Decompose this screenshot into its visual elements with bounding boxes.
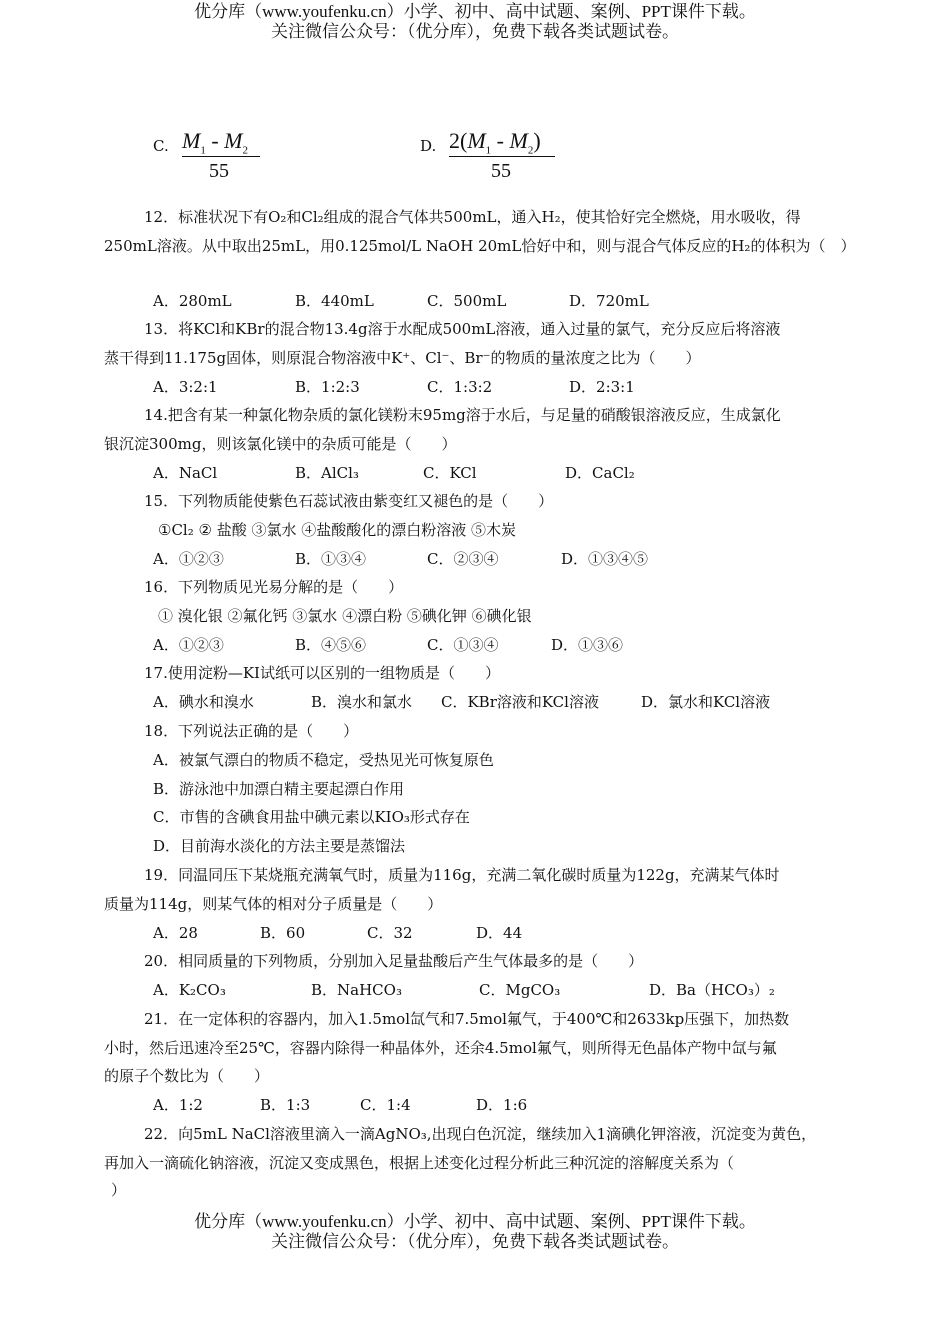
q11-c-m1: M xyxy=(182,128,201,153)
q12-option-b: B．440mL xyxy=(295,292,374,310)
q21-line-2: 小时，然后迅速冷至25℃，容器内除得一种晶体外，还余4.5mol氟气，则所得无色晶体产物中氙与氟 xyxy=(104,1039,777,1057)
q11-c-sub2: 2 xyxy=(242,144,248,157)
q11-d-fraction-bar xyxy=(449,156,555,157)
q17-option-a: A．碘水和溴水 xyxy=(153,693,254,711)
q11-d-close: ) xyxy=(533,128,541,153)
q12-option-a: A．280mL xyxy=(153,292,232,310)
q11-c-minus: - xyxy=(205,128,225,153)
q19-option-d: D．44 xyxy=(476,924,523,942)
q16-items: ① 溴化银 ②氟化钙 ③氯水 ④漂白粉 ⑤碘化钾 ⑥碘化银 xyxy=(158,607,532,625)
q21-line-3: 的原子个数比为（ ） xyxy=(104,1067,270,1085)
q11-option-c-fraction xyxy=(182,128,262,184)
q16-stem: 16．下列物质见光易分解的是（ ） xyxy=(144,578,404,596)
q15-option-b: B．①③④ xyxy=(295,550,367,568)
footer-line-1: 优分库（www.youfenku.cn）小学、初中、高中试题、案例、PPT课件下载。 xyxy=(194,1212,756,1231)
q13-option-b: B．1:2:3 xyxy=(295,378,360,396)
q17-option-b: B．溴水和氯水 xyxy=(311,693,413,711)
q11-option-d-fraction xyxy=(449,128,559,184)
q13-option-c: C．1:3:2 xyxy=(427,378,493,396)
q17-stem: 17.使用淀粉—KI试纸可以区别的一组物质是（ ） xyxy=(144,664,500,682)
q19-options xyxy=(153,923,522,943)
q14-options xyxy=(153,463,635,483)
q21-option-b: B．1:3 xyxy=(260,1096,311,1114)
q12-stem: 12．标准状况下有O₂和Cl₂组成的混合气体共500mL，通入H₂，使其恰好完全燃烧，用水吸收，得250mL溶液。从中取出25mL，用0.125mol/L NaOH 20mL恰好中和，则与混合气体反应的H₂的体积为（ ） xyxy=(104,208,856,255)
q15-option-a: A．①②③ xyxy=(153,550,224,568)
q16-option-c: C．①③④ xyxy=(427,636,499,654)
q15-items: ①Cl₂ ② 盐酸 ③氯水 ④盐酸酸化的漂白粉溶液 ⑤木炭 xyxy=(158,521,517,539)
q12-option-d: D．720mL xyxy=(569,292,649,310)
q15-stem: 15．下列物质能使紫色石蕊试液由紫变红又褪色的是（ ） xyxy=(144,492,554,510)
q14-line-1: 14.把含有某一种氯化物杂质的氯化镁粉末95mg溶于水后，与足量的硝酸银溶液反应，生成氯化 xyxy=(144,406,781,424)
q11-d-sub2: 2 xyxy=(527,144,534,157)
q11-option-c-label: C. xyxy=(153,137,169,155)
q15-option-c: C．②③④ xyxy=(427,550,499,568)
q18-option-c: C．市售的含碘食用盐中碘元素以KIO₃形式存在 xyxy=(153,808,470,826)
q11-c-m2: M xyxy=(224,128,243,153)
q18-option-a: A．被氯气漂白的物质不稳定，受热见光可恢复原色 xyxy=(153,751,494,769)
q20-stem: 20．相同质量的下列物质，分别加入足量盐酸后产生气体最多的是（ ） xyxy=(144,952,644,970)
header-line-1: 优分库（www.youfenku.cn）小学、初中、高中试题、案例、PPT课件下载。 xyxy=(194,2,756,21)
q15-option-d: D．①③④⑤ xyxy=(561,550,649,568)
q11-c-fraction-bar xyxy=(182,156,260,157)
q20-option-c: C．MgCO₃ xyxy=(479,981,561,999)
q21-option-d: D．1:6 xyxy=(476,1096,528,1114)
q15-options xyxy=(153,549,648,569)
q21-option-c: C．1:4 xyxy=(360,1096,411,1114)
q16-option-a: A．①②③ xyxy=(153,636,224,654)
q17-options xyxy=(153,692,770,712)
q21-option-a: A．1:2 xyxy=(153,1096,203,1114)
q16-options xyxy=(153,635,623,655)
q22-line-1: 22．向5mL NaCl溶液里滴入一滴AgNO₃,出现白色沉淀，继续加入1滴碘化钾溶液，沉淀变为黄色， xyxy=(144,1125,817,1143)
q11-d-minus: - xyxy=(491,128,510,153)
q13-option-d: D．2:3:1 xyxy=(569,378,635,396)
q18-option-b: B．游泳池中加漂白精主要起漂白作用 xyxy=(153,780,405,798)
q14-option-c: C．KCl xyxy=(423,464,477,482)
q17-option-c: C．KBr溶液和KCl溶液 xyxy=(441,693,599,711)
q12-options xyxy=(153,291,649,311)
q13-line-2: 蒸干得到11.175g固体，则原混合物溶液中K⁺、Cl⁻、Br⁻的物质的量浓度之比为（ ） xyxy=(104,349,701,367)
footer-line-2: 关注微信公众号：（优分库），免费下载各类试题试卷。 xyxy=(271,1232,679,1251)
q20-option-a: A．K₂CO₃ xyxy=(153,981,226,999)
q20-option-d: D．Ba（HCO₃）₂ xyxy=(649,981,775,999)
q19-option-b: B．60 xyxy=(260,924,306,942)
q21-options xyxy=(153,1095,527,1115)
q11-d-sub1: 1 xyxy=(485,144,492,157)
q16-option-d: D．①③⑥ xyxy=(551,636,624,654)
q19-option-c: C．32 xyxy=(367,924,413,942)
q18-option-d: D．目前海水淡化的方法主要是蒸馏法 xyxy=(153,837,406,855)
q19-line-2: 质量为114g，则某气体的相对分子质量是（ ） xyxy=(104,895,443,913)
q14-option-a: A．NaCl xyxy=(153,464,218,482)
q11-c-denominator: 55 xyxy=(209,160,229,182)
q22-line-3: ） xyxy=(111,1181,127,1199)
q20-option-b: B．NaHCO₃ xyxy=(311,981,402,999)
q11-d-m1: M xyxy=(467,128,486,153)
q20-options xyxy=(153,980,775,1000)
header-line-2: 关注微信公众号：（优分库），免费下载各类试题试卷。 xyxy=(271,22,679,41)
q16-option-b: B．④⑤⑥ xyxy=(295,636,367,654)
q11-d-denominator: 55 xyxy=(491,160,511,182)
q14-line-2: 银沉淀300mg，则该氯化镁中的杂质可能是（ ） xyxy=(104,435,457,453)
q22-line-2: 再加入一滴硫化钠溶液，沉淀又变成黑色，根据上述变化过程分析此三种沉淀的溶解度关系为（ xyxy=(104,1154,735,1172)
q21-line-1: 21．在一定体积的容器内，加入1.5mol氙气和7.5mol氟气，于400℃和2633kp压强下，加热数 xyxy=(144,1010,790,1028)
q14-option-d: D．CaCl₂ xyxy=(565,464,635,482)
q11-c-sub1: 1 xyxy=(200,144,206,157)
q18-stem: 18．下列说法正确的是（ ） xyxy=(144,722,359,740)
q17-option-d: D．氯水和KCl溶液 xyxy=(641,693,771,711)
q12-option-c: C．500mL xyxy=(427,292,507,310)
q11-option-d-label: D. xyxy=(420,137,437,155)
q13-options xyxy=(153,377,635,397)
q11-d-coef: 2( xyxy=(449,128,468,153)
q19-option-a: A．28 xyxy=(153,924,198,942)
q13-line-1: 13．将KCl和KBr的混合物13.4g溶于水配成500mL溶液，通入过量的氯气，充分反应后将溶液 xyxy=(144,320,781,338)
q19-line-1: 19．同温同压下某烧瓶充满氧气时，质量为116g，充满二氧化碳时质量为122g，充满某气体时 xyxy=(144,866,780,884)
q11-d-m2: M xyxy=(509,128,528,153)
q13-option-a: A．3:2:1 xyxy=(153,378,218,396)
q14-option-b: B．AlCl₃ xyxy=(295,464,359,482)
